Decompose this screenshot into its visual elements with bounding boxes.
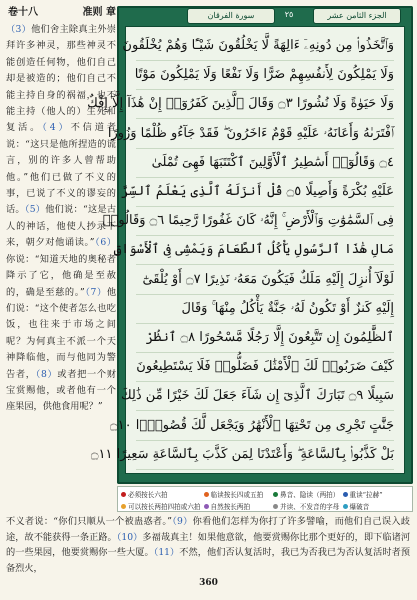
legend-label: 重读“拉赫”	[349, 491, 383, 499]
quran-text-area	[87, 26, 405, 474]
quran-line: فِى ٱلسَّمَٰوَٰتِ وَٱلْأَرْضِ ۚ إِنَّهُۥ كَانَ غَفُورًا رَّحِيمًا ۝٦ وَقَالُوا۟	[136, 206, 394, 236]
verse-translation: 不信道者说：“这只是他所捏造的谎言，别的许多人曾帮助他。”他们已做了不义的事，已说了不义的谬妄的话。	[6, 122, 116, 216]
tajweed-legend	[117, 486, 413, 512]
verse-number: （7）	[84, 286, 107, 298]
quran-line: ٱلظَّٰلِمُونَ إِن تَتَّبِعُونَ إِلَّا رَجُلًا مَّسْحُورًا ۝٨ ٱنظُرْ	[136, 323, 394, 353]
verse-translation: 多福哉真主！如果他意欲，他要赏赐你比那个更好的，即下临诸河的一些果园，他要赏赐你一些大厦。	[6, 531, 411, 559]
quran-line: مَالِ هَٰذَا ٱلرَّسُولِ يَأْكُلُ ٱلطَّعَامَ وَيَمْشِى فِى ٱلْأَسْوَاقِ	[136, 235, 394, 265]
legend-item	[273, 501, 339, 511]
legend-item	[273, 489, 339, 499]
verse-translation: 他们舍主除真主外崇拜许多神灵，那些神灵不能创造任何物，他们自己却是被造的；他们自己不能主持自身的祸福，也不能主持（他人的）生死和复活。	[6, 24, 116, 134]
page-number: 360	[199, 578, 218, 588]
quran-line: لَوْلَآ أُنزِلَ إِلَيْهِ مَلَكٌ فَيَكُونَ مَعَهُۥ نَذِيرًا ۝٧ أَوْ يُلْقَىٰٓ	[136, 265, 394, 295]
legend-label: 鼻音、隐读（两拍）	[280, 491, 340, 499]
quran-line: كَيْفَ ضَرَبُوا۟ لَكَ ٱلْأَمْثَٰلَ فَضَلُّوا۟ فَلَا يَسْتَطِيعُونَ	[136, 352, 394, 382]
legend-color-dot-icon	[273, 492, 278, 497]
surah-name-cn: 准则 章	[82, 7, 116, 18]
quran-line: ٱفْتَرَىٰهُ وَأَعَانَهُۥ عَلَيْهِ قَوْمٌ ءَاخَرُونَ ۖ فَقَدْ جَآءُو ظُلْمًا وَزُورًا	[136, 119, 394, 149]
legend-color-dot-icon	[121, 504, 126, 509]
juz-label: 卷十八	[8, 7, 38, 18]
verse-translation: 不然，他们否认复活时，我已为否我已为否认复活时者预备烈火，	[6, 547, 411, 574]
verse-translation: 或者把一个财宝赏赐他，或者他有一个座果园，供他食用呢？”	[6, 368, 117, 413]
quran-line: ۝٤ وَقَالُوٓا۟ أَسَٰطِيرُ ٱلْأَوَّلِينَ ٱكْتَتَبَهَا فَهِىَ تُمْلَىٰ	[136, 148, 394, 178]
quran-line: إِلَيْهِ كَنزٌ أَوْ تَكُونُ لَهُۥ جَنَّةٌ يَأْكُلُ مِنْهَا ۚ وَقَالَ	[136, 294, 394, 324]
verse-number: （5）	[24, 204, 46, 216]
legend-color-dot-icon	[273, 504, 278, 509]
surah-name-arabic: سورة الفرقان	[187, 8, 275, 24]
legend-color-dot-icon	[204, 492, 209, 497]
legend-item	[343, 489, 410, 499]
legend-label: 并读、不发音的字母	[280, 503, 340, 511]
legend-color-dot-icon	[121, 492, 126, 497]
verse-number: （4）	[42, 122, 71, 134]
verse-number: （3）	[6, 24, 32, 35]
juz-name-arabic: الجزء الثامن عشر	[313, 8, 401, 24]
verse-number: （11）	[153, 547, 180, 559]
verse-translation: 他们说：“这是古人的神话，他使人抄录下来，朝夕对他诵读。”	[6, 204, 117, 249]
page-header	[8, 3, 116, 19]
legend-item	[121, 489, 201, 499]
verse-translation: 你说：“知道天地的奥秘者降示了它，他确是至赦的，确是至慈的。”	[6, 253, 116, 298]
legend-label: 必须按长六拍	[128, 491, 168, 499]
verse-translation: 他们说：“这个使者怎么也吃饭，也往来于市场之间呢？为何真主不派一个天神降临他，而与他同为警告者，	[6, 286, 116, 380]
legend-item	[343, 501, 410, 511]
verse-number: （8）	[35, 368, 58, 380]
legend-label: 可以按长两拍四拍或六拍	[128, 503, 201, 511]
quran-line: وَٱتَّخَذُوا۟ مِن دُونِهِۦٓ ءَالِهَةً لَّا يَخْلُقُونَ شَيْـًٔا وَهُمْ يُخْلَقُونَ	[136, 31, 394, 61]
quran-line: بَلْ كَذَّبُوا۟ بِٱلسَّاعَةِ ۖ وَأَعْتَدْنَا لِمَن كَذَّبَ بِٱلسَّاعَةِ سَعِيرًا ۝١١	[136, 440, 394, 470]
verse-number: （9）	[171, 516, 193, 527]
legend-label: 自然按长两拍	[210, 503, 251, 511]
legend-item	[121, 501, 201, 511]
juz-number: ٢٥	[284, 10, 294, 19]
legend-item	[204, 501, 270, 511]
legend-color-dot-icon	[204, 504, 209, 509]
quran-line: جَنَّٰتٍ تَجْرِى مِن تَحْتِهَا ٱلْأَنْهَٰرُ وَيَجْعَل لَّكَ قُصُورًۢا ۝١٠	[136, 411, 394, 441]
chinese-translation-bottom	[6, 514, 410, 576]
verse-number: （10）	[116, 531, 143, 543]
verse-translation: 你看他们怎样为你打了许多譬喻，而他们自己误入歧途，故不能获得一条正路。	[6, 516, 410, 543]
quran-line: وَلَا يَمْلِكُونَ لِأَنفُسِهِمْ ضَرًّا وَلَا نَفْعًا وَلَا يَمْلِكُونَ مَوْتًا	[136, 60, 394, 90]
quran-line: سَبِيلًا ۝٩ تَبَارَكَ ٱلَّذِىٓ إِن شَآءَ جَعَلَ لَكَ خَيْرًا مِّن ذَٰلِكَ	[136, 381, 394, 411]
quran-line: عَلَيْهِ بُكْرَةً وَأَصِيلًا ۝٥ قُلْ أَنزَلَهُ ٱلَّذِى يَعْلَمُ ٱلسِّرَّ	[136, 177, 394, 207]
legend-item	[204, 489, 270, 499]
verse-translation: 不义者说：“你们只顺从一个被蛊惑者。”	[6, 516, 172, 527]
quran-line: وَلَا حَيَوٰةً وَلَا نُشُورًا ۝٣ وَقَالَ ٱلَّذِينَ كَفَرُوٓا۟ إِنْ هَٰذَآ إِلَّآ إِفْكٌ	[136, 89, 394, 119]
legend-label: 爆破音	[349, 503, 370, 511]
legend-color-dot-icon	[343, 504, 348, 509]
legend-color-dot-icon	[343, 492, 348, 497]
verse-number: （6）	[94, 237, 116, 249]
legend-label: 临读按长四或五拍	[210, 491, 264, 499]
